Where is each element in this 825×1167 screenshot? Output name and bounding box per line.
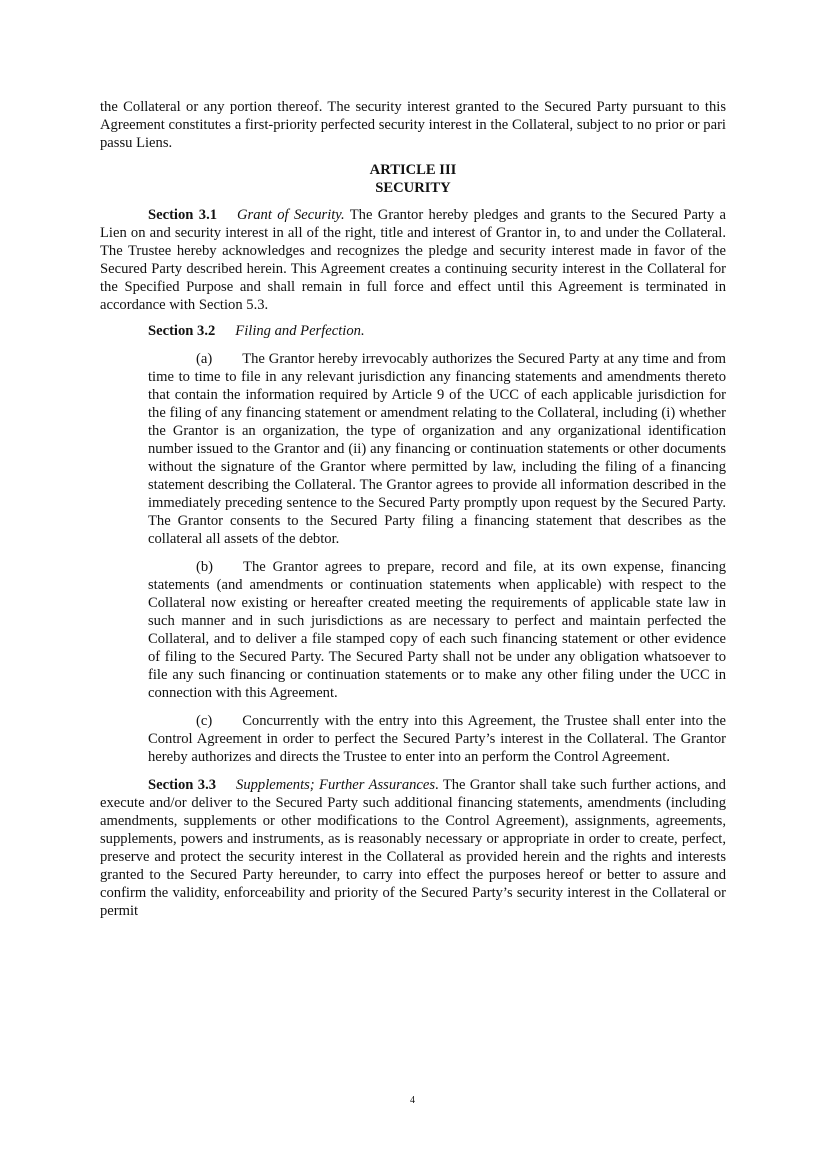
subsection-label: (b) — [196, 559, 214, 575]
subsection-c — [148, 712, 726, 766]
subsection-a — [148, 350, 726, 548]
subsection-text: Concurrently with the entry into this Agreement, the Trustee shall enter into the Control Agreement in order to perfect the Secured Party’s interest in the Collateral. The Grantor hereby authorizes and directs the Trustee to enter into an perform the Control Agreement. — [148, 713, 726, 765]
document-page — [100, 98, 726, 928]
section-3-3 — [100, 776, 726, 920]
article-number: ARTICLE III — [369, 162, 457, 178]
subsection-text: The Grantor agrees to prepare, record and file, at its own expense, financing statements (and amendments or continuation statements when applicable) with respect to the Collateral now existing or hereafter created meeting the requirements of applicable state law in such manner and in such jurisdictions as are necessary to perfect and maintain perfected the Collateral, and to deliver a file stamped copy of each such financing statement or other evidence of filing to the Secured Party. The Secured Party shall not be under any obligation whatsoever to file any such financing or continuation statements or to make any other filing under the UCC in connection with this Agreement. — [148, 559, 726, 701]
section-text: . The Grantor shall take such further actions, and execute and/or deliver to the Secured Party such additional financing statements, amendments (including amendments, supplements or other modifications to the Control Agreement), assignments, agreements, supplements, powers and instruments, as is reasonably necessary or appropriate in order to create, perfect, preserve and protect the security interest in the Collateral as provided herein and the rights and interests granted to the Secured Party hereunder, to carry into effect the purposes hereof or better to assure and confirm the validity, enforceability and priority of the Secured Party’s security interest in the Collateral or permit — [100, 777, 726, 919]
intro-paragraph: the Collateral or any portion thereof. The security interest granted to the Secured Party pursuant to this Agreement constitutes a first-priority perfected security interest in the Collateral, subject to no prior or pari passu Liens. — [100, 99, 726, 151]
section-number: Section 3.1 — [148, 207, 218, 223]
subsection-label: (a) — [196, 351, 213, 367]
section-text: The Grantor hereby pledges and grants to the Secured Party a Lien on and security interest in all of the right, title and interest of Grantor in, to and under the Collateral. The Trustee hereby acknowledges and recognizes the pledge and security interest made in favor of the Secured Party described herein. This Agreement creates a continuing security interest in the Collateral for the Specified Purpose and shall remain in full force and effect until this Agreement is terminated in accordance with Section 5.3. — [100, 207, 726, 313]
section-title: Grant of Security. — [237, 207, 345, 223]
article-heading — [100, 161, 726, 197]
section-title: Filing and Perfection. — [235, 323, 365, 339]
article-title: SECURITY — [375, 180, 451, 196]
section-number: Section 3.2 — [148, 323, 216, 339]
subsection-label: (c) — [196, 713, 213, 729]
subsection-text: The Grantor hereby irrevocably authorizes the Secured Party at any time and from time to time to file in any relevant jurisdiction any financing statements and amendments thereto that contain the information required by Article 9 of the UCC of each applicable jurisdiction for the filing of any financing statement or amendment relating to the Collateral, including (i) whether the Grantor is an organization, the type of organization and any organizational identification number issued to the Grantor and (ii) any financing or continuation statements or other documents without the signature of the Grantor where permitted by law, including the filing of a financing statement describing the Collateral. The Grantor agrees to provide all information described in the immediately preceding sentence to the Secured Party promptly upon request by the Secured Party. The Grantor consents to the Secured Party filing a financing statement that describes as the collateral all assets of the debtor. — [148, 351, 726, 547]
subsection-b — [148, 558, 726, 702]
page-number: 4 — [410, 1095, 415, 1106]
section-title: Supplements; Further Assurances — [236, 777, 436, 793]
section-3-2 — [100, 322, 726, 340]
section-3-1 — [100, 206, 726, 314]
section-number: Section 3.3 — [148, 777, 217, 793]
